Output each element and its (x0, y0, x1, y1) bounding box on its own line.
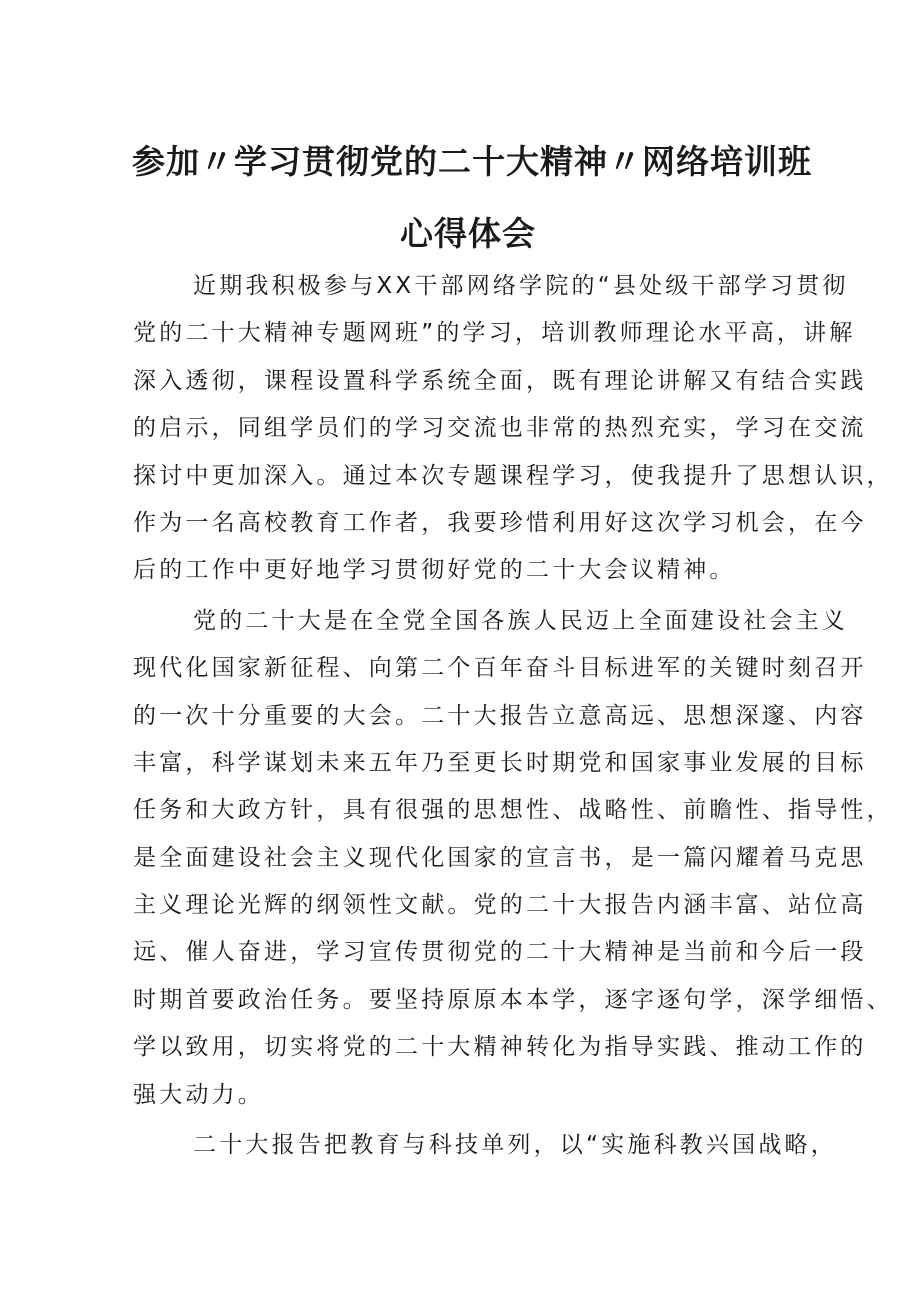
paragraph-2-line: 的一次十分重要的大会。二十大报告立意高远、思想深邃、内容 (133, 702, 867, 729)
paragraph-2-line: 是全面建设社会主义现代化国家的宣言书，是一篇闪耀着马克思 (133, 844, 867, 871)
paragraph-1-line: 近期我积极参与XX干部网络学院的“县处级干部学习贯彻 (193, 273, 849, 299)
paragraph-1-line: 探讨中更加深入。通过本次专题课程学习，使我提升了思想认识， (133, 462, 893, 489)
document-body (133, 263, 893, 1169)
paragraph-1-line: 的启示，同组学员们的学习交流也非常的热烈充实，学习在交流 (133, 415, 867, 442)
document-title-line-2: 心得体会 (400, 214, 536, 253)
paragraph-2-line: 丰富，科学谋划未来五年乃至更长时期党和国家事业发展的目标 (133, 749, 867, 776)
document-title-line-1: 参加〃学习贯彻党的二十大精神〃网络培训班 (132, 142, 812, 181)
paragraph-2-line: 远、催人奋进，学习宣传贯彻党的二十大精神是当前和今后一段 (133, 939, 867, 966)
paragraph-2-line: 强大动力。 (133, 1081, 264, 1108)
paragraph-1-line: 深入透彻，课程设置科学系统全面，既有理论讲解又有结合实践 (133, 367, 867, 394)
paragraph-3-line: 二十大报告把教育与科技单列，以“实施科教兴国战略， (193, 1132, 837, 1159)
paragraph-1-line: 党的二十大精神专题网班”的学习，培训教师理论水平高，讲解 (133, 320, 856, 347)
paragraph-2-line: 现代化国家新征程、向第二个百年奋斗目标进军的关键时刻召开 (133, 655, 867, 682)
paragraph-2-line: 时期首要政治任务。要坚持原原本本学，逐字逐句学，深学细悟、 (133, 986, 893, 1013)
paragraph-1-line: 后的工作中更好地学习贯彻好党的二十大会议精神。 (133, 557, 736, 584)
paragraph-2-line: 主义理论光辉的纲领性文献。党的二十大报告内涵丰富、站位高 (133, 892, 867, 919)
paragraph-1-line: 作为一名高校教育工作者，我要珍惜利用好这次学习机会，在今 (133, 509, 867, 536)
paragraph-2-line: 党的二十大是在全党全国各族人民迈上全面建设社会主义 (193, 607, 848, 634)
paragraph-2-line: 任务和大政方针，具有很强的思想性、战略性、前瞻性、指导性， (133, 797, 893, 824)
paragraph-2-line: 学以致用，切实将党的二十大精神转化为指导实践、推动工作的 (133, 1034, 867, 1061)
